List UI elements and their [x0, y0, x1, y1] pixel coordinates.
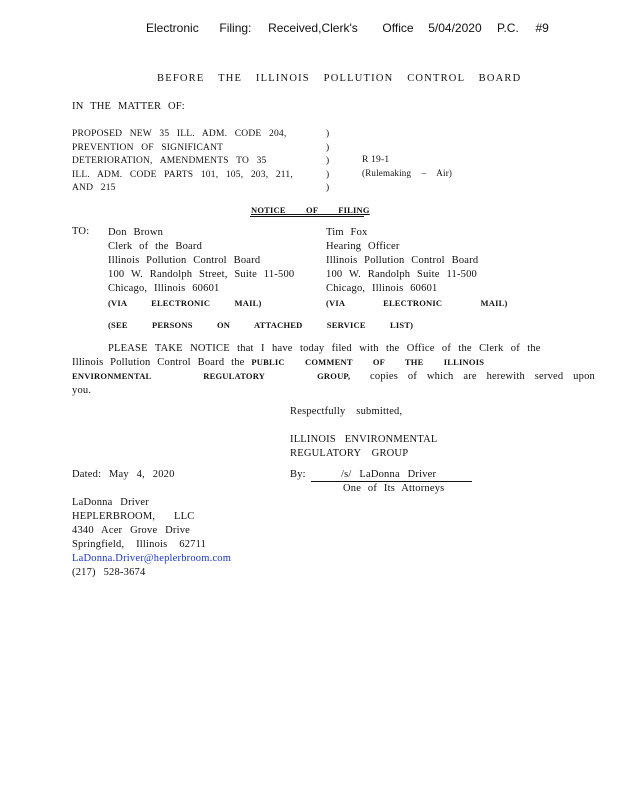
group-name: ENVIRONMENTAL REGULATORY GROUP,	[72, 371, 351, 381]
caption-line: DETERIORATION, AMENDMENTS TO 35	[72, 156, 267, 166]
body-line-2	[72, 357, 484, 368]
stamp-electronic: Electronic	[146, 21, 199, 35]
signature: /s/ LaDonna Driver	[341, 469, 437, 480]
recipient-right-line: Tim Fox	[326, 227, 368, 238]
body-line-3b: copies of which are herewith served upon	[370, 371, 595, 382]
heading-underline	[250, 216, 364, 217]
public-comment-title: PUBLIC COMMENT OF THE ILLINOIS	[251, 357, 485, 367]
body-line-4: you.	[72, 385, 92, 396]
case-type: (Rulemaking – Air)	[362, 168, 453, 178]
recipient-left-line: Clerk of the Board	[108, 241, 203, 252]
filing-stamp	[146, 21, 482, 35]
paren: )	[326, 129, 330, 139]
dated: Dated: May 4, 2020	[72, 469, 175, 480]
by-label: By:	[290, 469, 306, 480]
body-line-1: PLEASE TAKE NOTICE that I have today filed with the Office of the Clerk of the	[108, 343, 541, 354]
stamp-date: 5/04/2020	[428, 21, 482, 35]
caption-parens	[326, 128, 329, 196]
paren: )	[326, 183, 330, 193]
contact-city: Springfield, Illinois 62711	[72, 539, 207, 550]
recipient-right	[326, 226, 508, 310]
respectfully: Respectfully submitted,	[290, 406, 403, 417]
pc-label: P.C.	[497, 21, 519, 35]
recipient-left-via: (VIA ELECTRONIC MAIL)	[108, 298, 262, 308]
paren: )	[326, 169, 330, 180]
recipient-right-via: (VIA ELECTRONIC MAIL)	[326, 298, 508, 308]
recipient-right-line: Illinois Pollution Control Board	[326, 255, 479, 266]
stamp-received: Received,Clerk's	[268, 21, 358, 35]
page-title: BEFORE THE ILLINOIS POLLUTION CONTROL BOARD	[157, 73, 522, 84]
recipient-left-line: Illinois Pollution Control Board	[108, 255, 261, 266]
paren: )	[326, 142, 330, 153]
contact-street: 4340 Acer Grove Drive	[72, 525, 191, 536]
signature-line	[311, 481, 472, 482]
recipient-right-line: Hearing Officer	[326, 241, 400, 252]
to-label: TO:	[72, 226, 90, 237]
case-number: R 19-1	[362, 155, 390, 165]
recipient-left	[108, 226, 294, 310]
org-line-2: REGULATORY GROUP	[290, 448, 409, 459]
caption-line: ILL. ADM. CODE PARTS 101, 105, 203, 211,	[72, 169, 293, 180]
contact-name: LaDonna Driver	[72, 497, 149, 508]
body-line-3	[72, 371, 595, 382]
recipient-left-line: 100 W. Randolph Street, Suite 11-500	[108, 269, 295, 280]
contact-phone: (217) 528-3674	[72, 567, 146, 578]
recipient-left-line: Don Brown	[108, 227, 164, 238]
body-line-2a: Illinois Pollution Control Board the	[72, 357, 245, 368]
recipient-right-line: Chicago, Illinois 60601	[326, 283, 438, 294]
caption-text	[72, 128, 293, 196]
org-line-1: ILLINOIS ENVIRONMENTAL	[290, 434, 438, 445]
stamp-office: Office	[382, 21, 414, 35]
notice-heading: NOTICE OF FILING	[251, 205, 370, 215]
caption-line: PREVENTION OF SIGNIFICANT	[72, 142, 224, 153]
contact-email-link[interactable]: LaDonna.Driver@heplerbroom.com	[72, 553, 232, 564]
stamp-filing: Filing:	[219, 21, 252, 35]
attorneys-caption: One of Its Attorneys	[343, 483, 445, 494]
paren: )	[326, 156, 330, 166]
contact-block	[72, 496, 231, 580]
in-the-matter: IN THE MATTER OF:	[72, 101, 185, 112]
caption-line: PROPOSED NEW 35 ILL. ADM. CODE 204,	[72, 129, 287, 139]
contact-firm: HEPLERBROOM, LLC	[72, 511, 195, 522]
pc-number	[497, 21, 549, 35]
see-service-list: (SEE PERSONS ON ATTACHED SERVICE LIST)	[108, 320, 414, 330]
recipient-right-line: 100 W. Randolph Suite 11-500	[326, 269, 478, 280]
pc-value: #9	[535, 21, 549, 35]
recipient-left-line: Chicago, Illinois 60601	[108, 283, 220, 294]
caption-line: AND 215	[72, 183, 116, 193]
